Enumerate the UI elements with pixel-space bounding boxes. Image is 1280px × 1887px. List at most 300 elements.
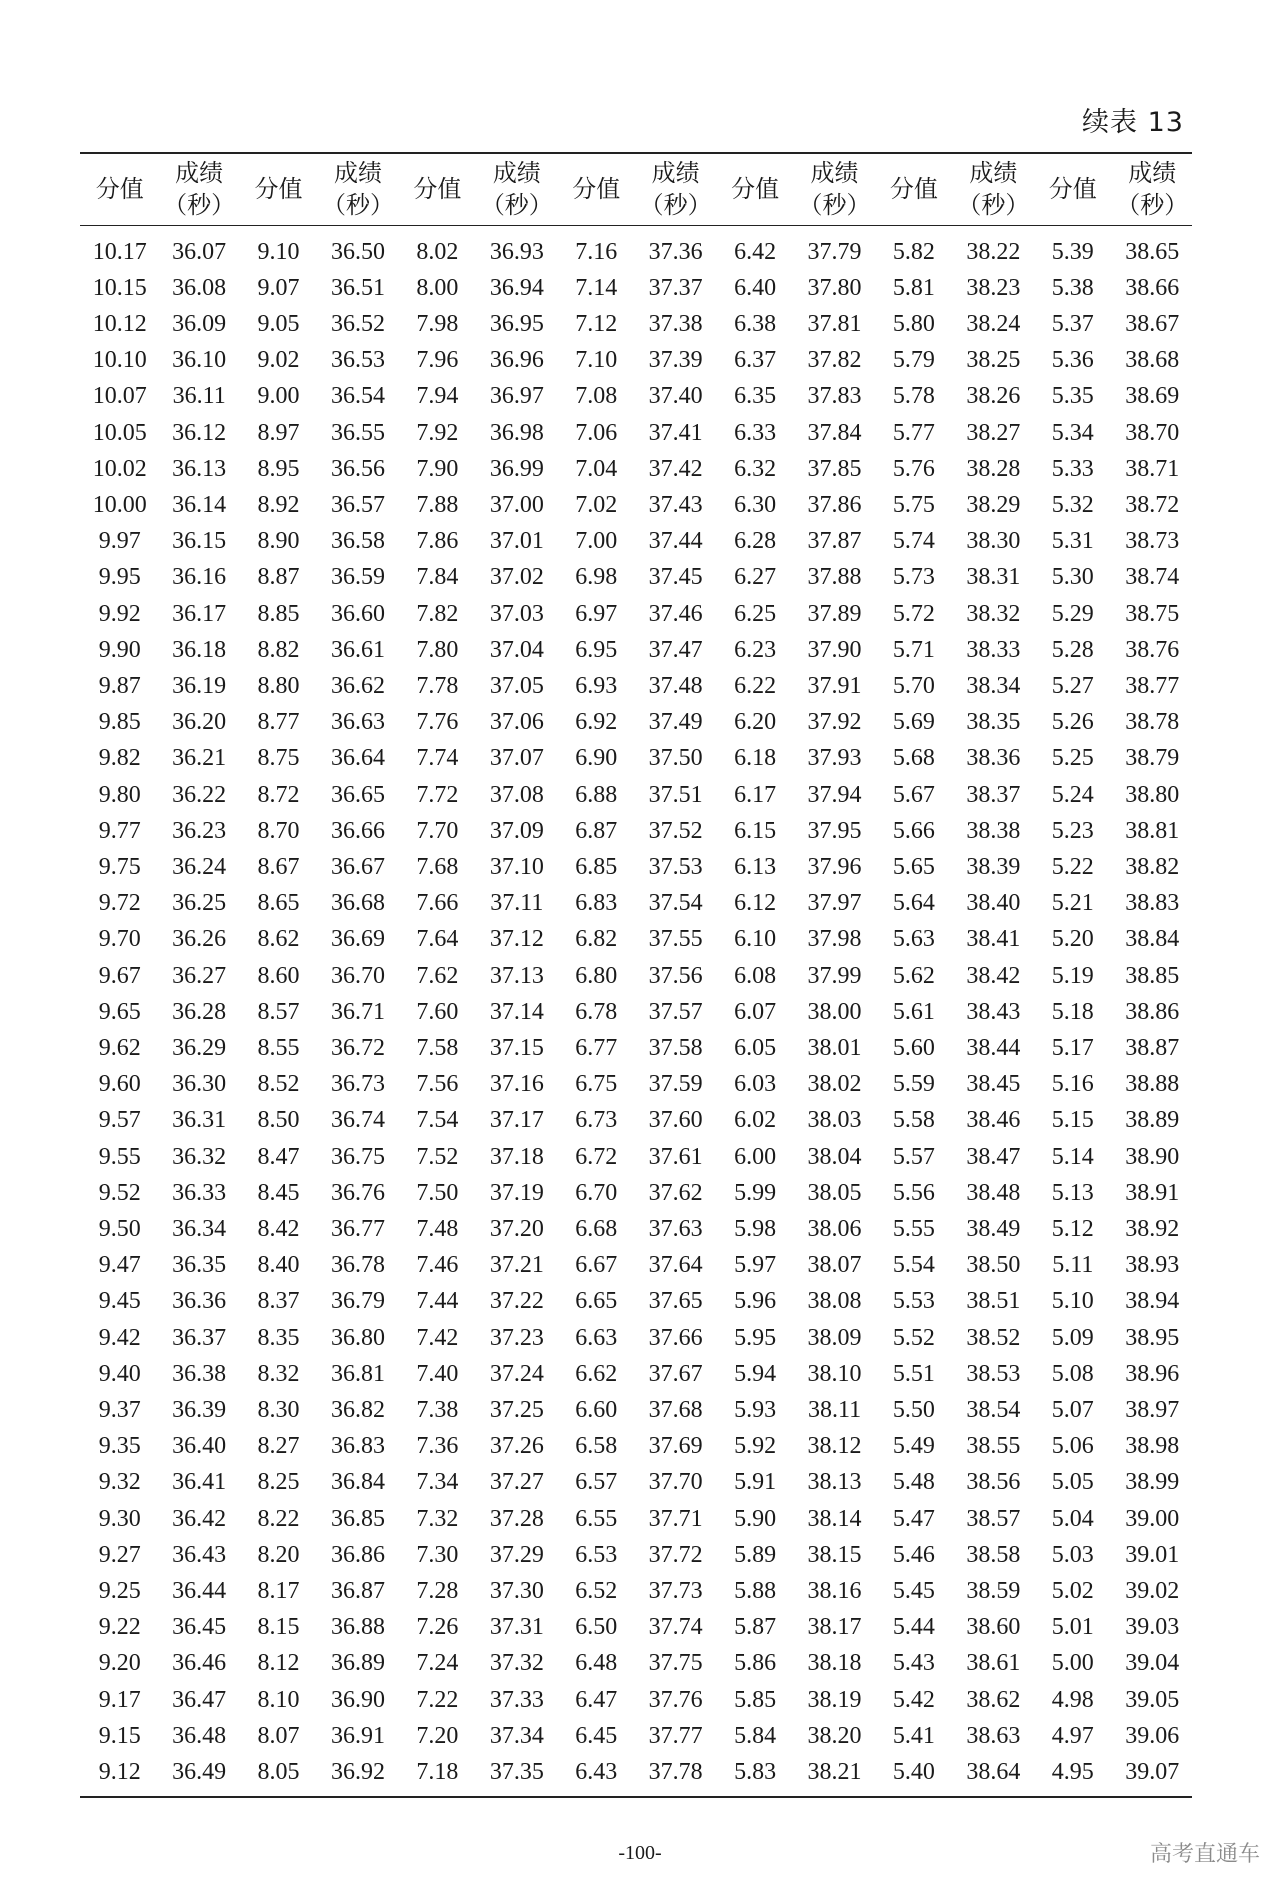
- result-cell: 37.42: [648, 455, 703, 482]
- result-cell: 36.55: [330, 419, 385, 446]
- score-cell: 5.46: [892, 1541, 935, 1568]
- result-cell: 37.32: [489, 1650, 544, 1677]
- result-cell: 37.51: [648, 781, 703, 808]
- score-cell: 5.86: [734, 1650, 777, 1677]
- score-cell: 8.15: [257, 1614, 300, 1641]
- result-cell: 38.25: [966, 347, 1021, 374]
- result-cell: 38.68: [1125, 347, 1180, 374]
- result-cell: 37.23: [489, 1324, 544, 1351]
- result-cell: 37.08: [489, 781, 544, 808]
- result-cell: 36.07: [172, 238, 227, 265]
- score-cell: 5.89: [734, 1541, 777, 1568]
- result-cell: 37.77: [648, 1722, 703, 1749]
- result-cell: 37.63: [648, 1215, 703, 1242]
- score-cell: 5.35: [1051, 383, 1094, 410]
- score-cell: 8.75: [257, 745, 300, 772]
- table-body: [80, 225, 1192, 1797]
- result-cell: 38.90: [1125, 1143, 1180, 1170]
- result-cell: 36.56: [330, 455, 385, 482]
- score-cell: 6.97: [575, 600, 618, 627]
- score-cell: 6.82: [575, 926, 618, 953]
- page-number: -100-: [618, 1842, 662, 1864]
- result-cell: 37.38: [648, 310, 703, 337]
- result-cell: 37.07: [489, 745, 544, 772]
- score-cell: 6.35: [734, 383, 777, 410]
- result-cell: 36.49: [172, 1759, 227, 1786]
- table-row: [80, 1645, 1192, 1681]
- score-cell: 7.68: [416, 853, 459, 880]
- result-cell: 38.46: [966, 1107, 1021, 1134]
- score-table: [80, 152, 1192, 1798]
- score-cell: 5.97: [734, 1252, 777, 1279]
- score-cell: 8.17: [257, 1578, 300, 1605]
- result-cell: 37.81: [807, 310, 862, 337]
- result-cell: 37.80: [807, 274, 862, 301]
- result-cell: 36.46: [172, 1650, 227, 1677]
- result-cell: 37.45: [648, 564, 703, 591]
- table-row: [80, 1139, 1192, 1175]
- result-cell: 37.95: [807, 817, 862, 844]
- score-cell: 7.12: [575, 310, 618, 337]
- result-cell: 36.17: [172, 600, 227, 627]
- result-cell: 37.40: [648, 383, 703, 410]
- result-cell: 37.82: [807, 347, 862, 374]
- result-cell: 37.79: [807, 238, 862, 265]
- header-result-label: 成绩: [333, 159, 382, 188]
- score-cell: 5.05: [1051, 1469, 1094, 1496]
- score-cell: 5.82: [892, 238, 935, 265]
- result-cell: 36.47: [172, 1686, 227, 1713]
- result-cell: 38.29: [966, 491, 1021, 518]
- result-cell: 38.91: [1125, 1179, 1180, 1206]
- result-cell: 36.99: [489, 455, 544, 482]
- score-cell: 7.72: [416, 781, 459, 808]
- result-cell: 36.95: [489, 310, 544, 337]
- score-cell: 5.29: [1051, 600, 1094, 627]
- result-cell: 36.10: [172, 347, 227, 374]
- score-cell: 4.98: [1051, 1686, 1094, 1713]
- result-cell: 36.50: [330, 238, 385, 265]
- score-cell: 5.61: [892, 998, 935, 1025]
- result-cell: 37.05: [489, 672, 544, 699]
- table-row: [80, 1682, 1192, 1718]
- result-cell: 36.44: [172, 1578, 227, 1605]
- score-cell: 7.20: [416, 1722, 459, 1749]
- score-cell: 5.90: [734, 1505, 777, 1532]
- result-cell: 36.94: [489, 274, 544, 301]
- result-cell: 36.48: [172, 1722, 227, 1749]
- score-cell: 5.34: [1051, 419, 1094, 446]
- result-cell: 38.08: [807, 1288, 862, 1315]
- result-cell: 38.02: [807, 1071, 862, 1098]
- result-cell: 36.11: [172, 383, 226, 410]
- score-cell: 5.36: [1051, 347, 1094, 374]
- result-cell: 38.11: [807, 1397, 862, 1423]
- result-cell: 37.29: [489, 1541, 544, 1568]
- score-cell: 9.32: [98, 1469, 141, 1496]
- score-cell: 10.00: [92, 491, 147, 518]
- header-score: 分值: [731, 175, 780, 204]
- score-cell: 8.40: [257, 1252, 300, 1279]
- score-cell: 6.32: [734, 455, 777, 482]
- result-cell: 37.11: [490, 890, 544, 917]
- score-cell: 9.75: [98, 853, 141, 880]
- score-cell: 5.95: [734, 1324, 777, 1351]
- result-cell: 37.03: [489, 600, 544, 627]
- score-cell: 5.13: [1051, 1179, 1094, 1206]
- score-cell: 6.15: [734, 817, 777, 844]
- result-cell: 37.48: [648, 672, 703, 699]
- result-cell: 37.31: [489, 1614, 544, 1641]
- score-cell: 5.42: [892, 1686, 935, 1713]
- score-cell: 7.40: [416, 1360, 459, 1387]
- result-cell: 37.75: [648, 1650, 703, 1677]
- score-cell: 6.13: [734, 853, 777, 880]
- table-row: [80, 740, 1192, 776]
- score-cell: 10.10: [92, 347, 147, 374]
- score-cell: 5.91: [734, 1469, 777, 1496]
- table-row: [80, 378, 1192, 414]
- score-cell: 6.70: [575, 1179, 618, 1206]
- score-cell: 9.35: [98, 1433, 141, 1460]
- score-cell: 8.25: [257, 1469, 300, 1496]
- table-row: [80, 885, 1192, 921]
- result-cell: 38.59: [966, 1578, 1021, 1605]
- score-cell: 5.58: [892, 1107, 935, 1134]
- score-cell: 7.16: [575, 238, 618, 265]
- score-cell: 8.82: [257, 636, 300, 663]
- score-cell: 7.22: [416, 1686, 459, 1713]
- score-cell: 6.10: [734, 926, 777, 953]
- result-cell: 37.12: [489, 926, 544, 953]
- result-cell: 36.34: [172, 1215, 227, 1242]
- score-cell: 10.17: [92, 238, 147, 265]
- result-cell: 38.51: [966, 1288, 1021, 1315]
- result-cell: 38.63: [966, 1722, 1021, 1749]
- score-cell: 5.64: [892, 890, 935, 917]
- result-cell: 38.38: [966, 817, 1021, 844]
- result-cell: 38.22: [966, 238, 1021, 265]
- result-cell: 38.07: [807, 1252, 862, 1279]
- score-cell: 5.19: [1051, 962, 1094, 989]
- score-cell: 5.08: [1051, 1360, 1094, 1387]
- score-cell: 6.18: [734, 745, 777, 772]
- result-cell: 38.81: [1125, 817, 1180, 844]
- score-cell: 8.77: [257, 709, 300, 736]
- table-row: [80, 1501, 1192, 1537]
- score-cell: 8.47: [257, 1143, 300, 1170]
- score-cell: 5.39: [1051, 238, 1094, 265]
- score-cell: 6.85: [575, 853, 618, 880]
- result-cell: 36.75: [330, 1143, 385, 1170]
- score-cell: 7.86: [416, 528, 459, 555]
- header-score: 分值: [889, 175, 938, 204]
- score-cell: 9.50: [98, 1215, 141, 1242]
- result-cell: 37.36: [648, 238, 703, 265]
- result-cell: 36.30: [172, 1071, 227, 1098]
- result-cell: 38.61: [966, 1650, 1021, 1677]
- result-cell: 38.48: [966, 1179, 1021, 1206]
- table-row: [80, 270, 1192, 306]
- score-cell: 5.65: [892, 853, 935, 880]
- result-cell: 37.90: [807, 636, 862, 663]
- score-cell: 5.92: [734, 1433, 777, 1460]
- result-cell: 38.86: [1125, 998, 1180, 1025]
- table-row: [80, 668, 1192, 704]
- result-cell: 36.54: [330, 383, 385, 410]
- score-cell: 8.50: [257, 1107, 300, 1134]
- result-cell: 37.98: [807, 926, 862, 953]
- score-cell: 6.02: [734, 1107, 777, 1134]
- score-cell: 6.42: [734, 238, 777, 265]
- score-cell: 9.30: [98, 1505, 141, 1532]
- score-cell: 8.20: [257, 1541, 300, 1568]
- score-cell: 6.73: [575, 1107, 618, 1134]
- score-cell: 6.12: [734, 890, 777, 917]
- result-cell: 37.97: [807, 890, 862, 917]
- result-cell: 36.84: [330, 1469, 385, 1496]
- result-cell: 36.79: [330, 1288, 385, 1315]
- table-row: [80, 777, 1192, 813]
- result-cell: 37.88: [807, 564, 862, 591]
- result-cell: 38.44: [966, 1034, 1021, 1061]
- header-result-label: 成绩: [969, 159, 1018, 188]
- result-cell: 38.33: [966, 636, 1021, 663]
- score-cell: 8.95: [257, 455, 300, 482]
- score-cell: 9.27: [98, 1541, 141, 1568]
- score-cell: 8.00: [416, 274, 459, 301]
- result-cell: 36.69: [330, 926, 385, 953]
- result-cell: 36.64: [330, 745, 385, 772]
- result-cell: 36.18: [172, 636, 227, 663]
- result-cell: 38.69: [1125, 383, 1180, 410]
- score-cell: 6.55: [575, 1505, 618, 1532]
- score-cell: 5.41: [892, 1722, 935, 1749]
- result-cell: 36.74: [330, 1107, 385, 1134]
- result-cell: 37.50: [648, 745, 703, 772]
- score-cell: 5.21: [1051, 890, 1094, 917]
- result-cell: 39.06: [1125, 1722, 1180, 1749]
- score-cell: 8.45: [257, 1179, 300, 1206]
- score-cell: 9.10: [257, 238, 300, 265]
- result-cell: 37.00: [489, 491, 544, 518]
- score-cell: 6.75: [575, 1071, 618, 1098]
- score-cell: 5.75: [892, 491, 935, 518]
- result-cell: 36.31: [172, 1107, 227, 1134]
- result-cell: 38.41: [966, 926, 1021, 953]
- score-cell: 6.33: [734, 419, 777, 446]
- score-cell: 5.01: [1051, 1614, 1094, 1641]
- table-row: [80, 994, 1192, 1030]
- score-cell: 8.62: [257, 926, 300, 953]
- table-header: [80, 153, 1192, 225]
- score-cell: 9.60: [98, 1071, 141, 1098]
- score-cell: 6.78: [575, 998, 618, 1025]
- score-cell: 8.72: [257, 781, 300, 808]
- score-cell: 5.20: [1051, 926, 1094, 953]
- score-cell: 5.94: [734, 1360, 777, 1387]
- score-cell: 5.51: [892, 1360, 935, 1387]
- score-cell: 5.33: [1051, 455, 1094, 482]
- score-cell: 6.65: [575, 1288, 618, 1315]
- score-cell: 9.22: [98, 1614, 141, 1641]
- result-cell: 36.72: [330, 1034, 385, 1061]
- score-cell: 6.67: [575, 1252, 618, 1279]
- score-cell: 7.94: [416, 383, 459, 410]
- score-cell: 5.43: [892, 1650, 935, 1677]
- result-cell: 36.13: [172, 455, 227, 482]
- result-cell: 37.71: [648, 1505, 703, 1532]
- result-cell: 37.14: [489, 998, 544, 1025]
- result-cell: 39.00: [1125, 1505, 1180, 1532]
- result-cell: 38.18: [807, 1650, 862, 1677]
- score-cell: 7.58: [416, 1034, 459, 1061]
- score-cell: 5.70: [892, 672, 935, 699]
- result-cell: 38.12: [807, 1433, 862, 1460]
- result-cell: 37.22: [489, 1288, 544, 1315]
- result-cell: 36.92: [330, 1759, 385, 1786]
- result-cell: 37.20: [489, 1215, 544, 1242]
- result-cell: 37.83: [807, 383, 862, 410]
- score-cell: 6.63: [575, 1324, 618, 1351]
- score-cell: 5.07: [1051, 1397, 1094, 1423]
- result-cell: 37.37: [648, 274, 703, 301]
- table-row: [80, 596, 1192, 632]
- score-cell: 7.42: [416, 1324, 459, 1351]
- result-cell: 37.25: [489, 1397, 544, 1423]
- score-cell: 7.74: [416, 745, 459, 772]
- result-cell: 38.40: [966, 890, 1021, 917]
- score-cell: 5.85: [734, 1686, 777, 1713]
- result-cell: 38.77: [1125, 672, 1180, 699]
- result-cell: 38.95: [1125, 1324, 1180, 1351]
- result-cell: 38.23: [966, 274, 1021, 301]
- result-cell: 36.61: [330, 636, 385, 663]
- result-cell: 39.07: [1125, 1759, 1180, 1786]
- result-cell: 38.71: [1125, 455, 1180, 482]
- result-cell: 37.72: [648, 1541, 703, 1568]
- score-cell: 6.90: [575, 745, 618, 772]
- header-result-label: 成绩: [651, 159, 700, 188]
- result-cell: 38.50: [966, 1252, 1021, 1279]
- result-cell: 37.49: [648, 709, 703, 736]
- score-cell: 9.95: [98, 564, 141, 591]
- result-cell: 36.88: [330, 1614, 385, 1641]
- header-result: [159, 153, 238, 225]
- result-cell: 36.59: [330, 564, 385, 591]
- result-cell: 38.35: [966, 709, 1021, 736]
- result-cell: 38.53: [966, 1360, 1021, 1387]
- score-cell: 6.38: [734, 310, 777, 337]
- result-cell: 38.16: [807, 1578, 862, 1605]
- result-cell: 37.04: [489, 636, 544, 663]
- result-cell: 37.66: [648, 1324, 703, 1351]
- score-cell: 8.22: [257, 1505, 300, 1532]
- result-cell: 38.94: [1125, 1288, 1180, 1315]
- result-cell: 37.24: [489, 1360, 544, 1387]
- result-cell: 38.96: [1125, 1360, 1180, 1387]
- result-cell: 37.41: [648, 419, 703, 446]
- score-cell: 4.95: [1051, 1759, 1094, 1786]
- result-cell: 36.21: [172, 745, 227, 772]
- score-cell: 5.48: [892, 1469, 935, 1496]
- score-cell: 5.99: [734, 1179, 777, 1206]
- result-cell: 36.19: [172, 672, 227, 699]
- result-cell: 36.78: [330, 1252, 385, 1279]
- score-cell: 9.12: [98, 1759, 141, 1786]
- score-cell: 5.67: [892, 781, 935, 808]
- result-cell: 36.58: [330, 528, 385, 555]
- score-cell: 9.17: [98, 1686, 141, 1713]
- result-cell: 36.25: [172, 890, 227, 917]
- table-row: [80, 1247, 1192, 1283]
- score-cell: 5.55: [892, 1215, 935, 1242]
- score-cell: 6.48: [575, 1650, 618, 1677]
- result-cell: 38.34: [966, 672, 1021, 699]
- result-cell: 37.52: [648, 817, 703, 844]
- header-result-label: 成绩: [175, 159, 224, 188]
- table-row: [80, 1030, 1192, 1066]
- result-cell: 36.15: [172, 528, 227, 555]
- score-cell: 7.70: [416, 817, 459, 844]
- result-cell: 38.04: [807, 1143, 862, 1170]
- result-cell: 38.32: [966, 600, 1021, 627]
- result-cell: 37.78: [648, 1759, 703, 1786]
- score-cell: 7.96: [416, 347, 459, 374]
- result-cell: 38.82: [1125, 853, 1180, 880]
- result-cell: 38.09: [807, 1324, 862, 1351]
- result-cell: 38.78: [1125, 709, 1180, 736]
- result-cell: 38.98: [1125, 1433, 1180, 1460]
- result-cell: 37.16: [489, 1071, 544, 1098]
- header-result-unit: （秒）: [957, 191, 1030, 220]
- score-cell: 9.67: [98, 962, 141, 989]
- score-cell: 9.37: [98, 1397, 141, 1423]
- score-cell: 5.50: [892, 1397, 935, 1423]
- score-cell: 5.98: [734, 1215, 777, 1242]
- score-cell: 5.56: [892, 1179, 935, 1206]
- result-cell: 38.79: [1125, 745, 1180, 772]
- result-cell: 39.03: [1125, 1614, 1180, 1641]
- table-row: [80, 1754, 1192, 1797]
- score-cell: 5.03: [1051, 1541, 1094, 1568]
- header-result-unit: （秒）: [163, 191, 236, 220]
- result-cell: 36.53: [330, 347, 385, 374]
- score-cell: 7.66: [416, 890, 459, 917]
- result-cell: 37.86: [807, 491, 862, 518]
- score-cell: 7.50: [416, 1179, 459, 1206]
- score-cell: 8.12: [257, 1650, 300, 1677]
- result-cell: 36.70: [330, 962, 385, 989]
- result-cell: 37.06: [489, 709, 544, 736]
- result-cell: 38.65: [1125, 238, 1180, 265]
- result-cell: 37.13: [489, 962, 544, 989]
- score-cell: 5.47: [892, 1505, 935, 1532]
- score-cell: 5.77: [892, 419, 935, 446]
- result-cell: 36.57: [330, 491, 385, 518]
- result-cell: 38.56: [966, 1469, 1021, 1496]
- result-cell: 36.51: [330, 274, 385, 301]
- score-cell: 9.92: [98, 600, 141, 627]
- result-cell: 37.70: [648, 1469, 703, 1496]
- header-score: 分值: [254, 175, 303, 204]
- score-cell: 6.25: [734, 600, 777, 627]
- result-cell: 36.37: [172, 1324, 227, 1351]
- score-cell: 10.05: [92, 419, 147, 446]
- result-cell: 38.60: [966, 1614, 1021, 1641]
- score-cell: 7.52: [416, 1143, 459, 1170]
- score-cell: 5.15: [1051, 1107, 1094, 1134]
